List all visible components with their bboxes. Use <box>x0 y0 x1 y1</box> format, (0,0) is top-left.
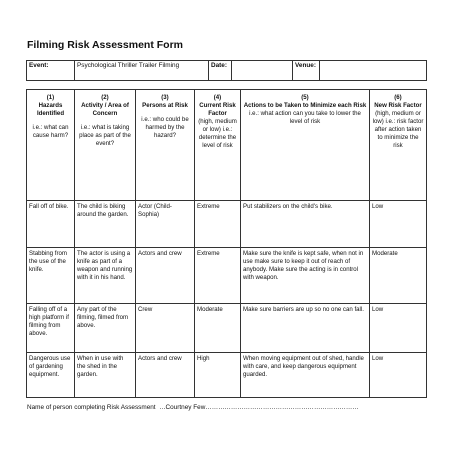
column-hint: i.e.: what can cause harm? <box>32 124 69 139</box>
activity-cell: When in use with the shed in the garden. <box>75 353 136 398</box>
column-hint: i.e.: what action can you take to lower the level of risk <box>249 110 361 125</box>
table-row <box>27 353 427 398</box>
persons-cell: Crew <box>136 304 195 353</box>
activity-cell: The child is biking around the garden. <box>75 201 136 248</box>
event-label: Event: <box>27 61 75 81</box>
table-row <box>27 248 427 304</box>
actions-cell: When moving equipment out of shed, handle with care, and keep dangerous equipment guarded. <box>241 353 370 398</box>
date-label: Date: <box>209 61 232 81</box>
column-title: Actions to be Taken to Minimize each Risk <box>243 102 367 109</box>
assessor-label: Name of person completing Risk Assessment <box>27 404 156 411</box>
column-hint: (high, medium or low) i.e.: determine the level of risk <box>198 118 237 149</box>
venue-label: Venue: <box>293 61 320 81</box>
actions-cell: Put stabilizers on the child's bike. <box>241 201 370 248</box>
form-title: Filming Risk Assessment Form <box>27 39 183 51</box>
column-hint: (high, medium or low) i.e.: risk factor after action taken to minimize the risk <box>372 110 424 149</box>
column-number: (1) <box>46 94 55 101</box>
column-number: (6) <box>394 94 402 101</box>
column-header-actions <box>241 90 370 201</box>
column-header-current-risk <box>195 90 241 201</box>
hazard-cell: Falling off of a high platform if filming from above. <box>27 304 75 353</box>
column-number: (3) <box>161 94 169 101</box>
hazard-cell: Dangerous use of gardening equipment. <box>27 353 75 398</box>
persons-cell: Actors and crew <box>136 353 195 398</box>
column-header-new-risk <box>370 90 427 201</box>
column-number: (5) <box>301 94 309 101</box>
activity-cell: Any part of the filming, filmed from above. <box>75 304 136 353</box>
event-field[interactable]: Psychological Thriller Trailer Filming <box>75 61 209 81</box>
date-field[interactable] <box>232 61 293 81</box>
table-row <box>27 304 427 353</box>
column-title: New Risk Factor <box>374 102 422 109</box>
column-header-hazards <box>27 90 75 201</box>
actions-cell: Make sure barriers are up so no one can fall. <box>241 304 370 353</box>
column-header-activity <box>75 90 136 201</box>
persons-cell: Actors and crew <box>136 248 195 304</box>
assessor-line <box>27 404 359 411</box>
hazard-cell: Stabbing from the use of the knife. <box>27 248 75 304</box>
column-header-persons <box>136 90 195 201</box>
current-risk-cell: Moderate <box>195 304 241 353</box>
hazard-cell: Fall off of bike. <box>27 201 75 248</box>
new-risk-cell: Low <box>370 201 427 248</box>
table-row <box>27 201 427 248</box>
column-title: Current Risk Factor <box>199 102 236 117</box>
column-hint: i.e.: what is taking place as part of the event? <box>79 124 131 147</box>
column-number: (2) <box>101 94 109 101</box>
column-title: Activity / Area of Concern <box>81 102 129 117</box>
risk-table <box>26 89 427 398</box>
venue-field[interactable] <box>320 61 427 81</box>
activity-cell: The actor is using a knife as part of a weapon and running with it in his hand. <box>75 248 136 304</box>
new-risk-cell: Low <box>370 304 427 353</box>
current-risk-cell: Extreme <box>195 248 241 304</box>
column-title: Hazards Identified <box>36 102 65 117</box>
assessor-name-field[interactable]: …Courtney Few……………………………………………………………… <box>159 404 359 411</box>
risk-table-header <box>27 90 427 201</box>
new-risk-cell: Low <box>370 353 427 398</box>
current-risk-cell: High <box>195 353 241 398</box>
column-number: (4) <box>213 94 222 101</box>
column-title: Persons at Risk <box>142 102 188 109</box>
current-risk-cell: Extreme <box>195 201 241 248</box>
new-risk-cell: Moderate <box>370 248 427 304</box>
event-info-table <box>26 60 427 81</box>
persons-cell: Actor (Child-Sophia) <box>136 201 195 248</box>
actions-cell: Make sure the knife is kept safe, when not in use make sure to keep it out of reach of anybody. Make sure the acting is in control with weapon. <box>241 248 370 304</box>
column-hint: i.e.: who could be harmed by the hazard? <box>141 116 189 139</box>
